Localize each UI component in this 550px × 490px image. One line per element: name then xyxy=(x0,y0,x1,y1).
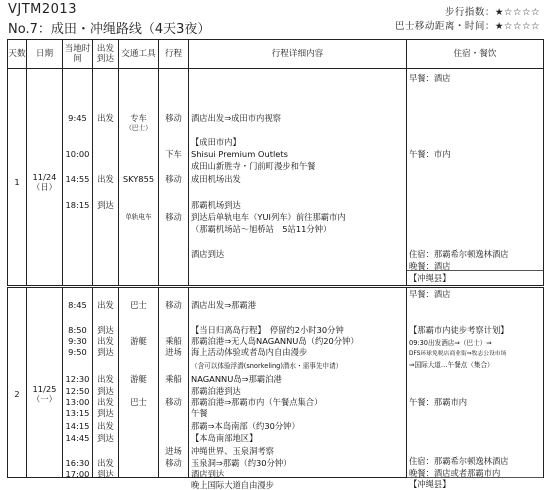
day-number: 2 xyxy=(14,389,20,399)
time: 8:45 xyxy=(68,300,87,310)
detail-line: 午餐 xyxy=(191,408,208,418)
itinerary-table xyxy=(7,39,544,490)
transport: 游艇 xyxy=(130,374,147,384)
transport-note: （巴士） xyxy=(125,124,152,132)
col-local-time: 当地时间 xyxy=(63,40,93,69)
col-itinerary: 行程 xyxy=(159,40,189,69)
detail-line: 那霸泊港到达 xyxy=(191,386,241,396)
date: 11/24 xyxy=(32,172,57,182)
time: 13:15 xyxy=(65,408,90,418)
depart-arrive: 出发 xyxy=(97,113,114,123)
meal-line: 午餐：市内 xyxy=(409,149,451,159)
plan-line: 09:30出发酒店⇒（巴士）⇒ xyxy=(409,339,492,347)
day1-itinerary-cell xyxy=(159,69,189,287)
time: 8:50 xyxy=(68,325,87,335)
header-code: VJTM2013 xyxy=(8,2,77,17)
time: 14:15 xyxy=(65,421,90,431)
day2-details-cell xyxy=(189,287,407,490)
plan-line: DFS环球免税店商业街⇒牧志公设市场 xyxy=(409,351,507,357)
hotel-line: 住宿：那霸希尔顿逸林酒店 xyxy=(409,456,509,466)
detail-line: 那霸泊港⇒那霸市内（午餐点集合） xyxy=(191,397,323,407)
detail-line: 酒店出发⇒那霸港 xyxy=(191,300,257,310)
depart-arrive: 到达 xyxy=(97,347,114,357)
plan-title: 【那霸市内徒步考察计划】 xyxy=(409,325,509,335)
table-header-row xyxy=(8,40,544,69)
time: 9:30 xyxy=(68,336,87,346)
day1-details-cell xyxy=(189,69,407,287)
day1-day-cell xyxy=(8,69,27,287)
itinerary-step: 下车 xyxy=(165,149,182,159)
col-date: 日期 xyxy=(27,40,63,69)
transport: 单轨电车 xyxy=(125,213,152,221)
meal-line: 早餐：酒店 xyxy=(409,73,451,83)
detail-line: 那霸⇒本岛南部（约30分钟） xyxy=(191,421,300,431)
detail-line: 成田机场出发 xyxy=(191,174,241,184)
day1-accommodation-cell xyxy=(407,69,544,287)
meal-line: 午餐：那霸市内 xyxy=(409,397,468,407)
col-day: 天数 xyxy=(8,40,27,69)
depart-arrive: 出发 xyxy=(97,374,114,384)
table-row-day1 xyxy=(8,69,544,287)
day1-time-cell xyxy=(63,69,93,287)
depart-arrive: 到达 xyxy=(97,469,114,479)
depart-arrive: 出发 xyxy=(97,174,114,184)
day2-accommodation-cell xyxy=(407,287,544,489)
depart-arrive: 到达 xyxy=(97,325,114,335)
day2-date-cell xyxy=(27,287,63,478)
itinerary-step: 移动 xyxy=(165,300,182,310)
detail-line: 酒店到达 xyxy=(191,249,225,259)
region-line: 【冲绳县】 xyxy=(409,273,451,283)
meal-line: 晚餐：酒店或者那霸市内 xyxy=(409,468,501,478)
detail-line: 酒店到达 xyxy=(191,469,225,479)
time: 9:45 xyxy=(68,113,87,123)
col-details: 行程详细内容 xyxy=(189,40,407,69)
date: 11/25 xyxy=(32,384,57,394)
walk-rating: 步行指数：★☆☆☆☆ xyxy=(444,7,540,18)
day2-itinerary-cell xyxy=(159,287,189,478)
itinerary-step: 移动 xyxy=(165,458,182,468)
detail-line: 【成田市内】 xyxy=(191,137,241,147)
time: 14:55 xyxy=(65,174,90,184)
itinerary-step: 乘船 xyxy=(165,374,182,384)
detail-line: 【本岛南部地区】 xyxy=(191,433,258,443)
header-route: No.7：成田・冲绳路线（4天3夜） xyxy=(8,22,211,37)
day2-depart-cell xyxy=(93,287,119,478)
table-row-day2 xyxy=(8,287,544,478)
detail-line: 那霸泊港⇒无人岛NAGANNU岛（约20分钟） xyxy=(191,336,359,346)
meal-line: 晚餐：酒店 xyxy=(409,261,451,271)
detail-line: 【当日归离岛行程】 停留约2小时30分钟 xyxy=(191,325,344,335)
itinerary-step: 移动 xyxy=(165,212,182,222)
detail-line: 晚上国际大道自由漫步 xyxy=(191,480,274,490)
weekday: （一） xyxy=(32,394,57,404)
transport: SKY855 xyxy=(122,174,155,184)
header-ratings xyxy=(395,6,540,34)
day2-transport-cell xyxy=(119,287,159,478)
time: 14:45 xyxy=(65,433,90,443)
depart-arrive: 出发 xyxy=(97,397,114,407)
detail-line: NAGANNU岛⇒那霸泊港 xyxy=(191,374,282,384)
detail-line: 成田山新胜寺・门前町漫步和午餐 xyxy=(191,161,316,171)
transport: 巴士 xyxy=(130,397,147,407)
col-depart-arrive: 出发到达 xyxy=(93,40,119,69)
bus-rating: 巴士移动距离・时间：★☆☆☆☆ xyxy=(394,21,540,32)
divider xyxy=(407,477,543,478)
day1-depart-cell xyxy=(93,69,119,287)
col-accommodation: 住宿・餐饮 xyxy=(407,40,544,69)
day2-day-cell xyxy=(8,287,27,478)
time: 16:30 xyxy=(65,458,90,468)
time: 10:00 xyxy=(65,149,90,159)
itinerary-step: 移动 xyxy=(165,174,182,184)
hotel-line: 住宿：那霸希尔顿逸林酒店 xyxy=(409,249,509,259)
detail-line: （含可以体验浮潜(snorkeling)潜水・需事先申请） xyxy=(191,362,343,370)
depart-arrive: 出发 xyxy=(97,336,114,346)
col-transport: 交通工具 xyxy=(119,40,159,69)
time: 17:00 xyxy=(65,469,90,479)
depart-arrive: 到达 xyxy=(97,433,114,443)
day1-date-cell xyxy=(27,69,63,287)
depart-arrive: 出发 xyxy=(97,300,114,310)
detail-line: 海上活动体验或者岛内自由漫步 xyxy=(191,347,308,357)
day1-transport-cell xyxy=(119,69,159,287)
itinerary-step: 乘船 xyxy=(165,336,182,346)
detail-line: 玉泉洞⇒那霸（约30分钟） xyxy=(191,458,292,468)
plan-line: ⇒国际大道…午餐点（集合） xyxy=(409,361,494,369)
time: 18:15 xyxy=(65,200,90,210)
divider xyxy=(407,270,543,271)
depart-arrive: 出发 xyxy=(97,458,114,468)
itinerary-step: 进场 xyxy=(165,446,182,456)
itinerary-step: 进场 xyxy=(165,347,182,357)
region-line: 【冲绳县】 xyxy=(409,479,451,489)
detail-line: （那霸机场站～旭桥站 5站11分钟） xyxy=(191,224,332,234)
detail-line: 到达后单轨电车（YUI列车）前往那霸市内 xyxy=(191,212,346,222)
itinerary-step: 移动 xyxy=(165,397,182,407)
time: 9:50 xyxy=(68,347,87,357)
time: 13:00 xyxy=(65,397,90,407)
detail-line: 酒店出发⇒成田市内视察 xyxy=(191,113,281,123)
detail-line: Shisui Premium Outlets xyxy=(191,149,288,159)
day2-time-cell xyxy=(63,287,93,478)
meal-line: 早餐：酒店 xyxy=(409,289,451,299)
detail-line: 那霸机场到达 xyxy=(191,200,241,210)
detail-line: 冲绳世界、玉泉洞考察 xyxy=(191,446,274,456)
weekday: （日） xyxy=(32,182,57,192)
depart-arrive: 到达 xyxy=(97,200,114,210)
time: 12:50 xyxy=(65,386,90,396)
time: 12:30 xyxy=(65,374,90,384)
day-number: 1 xyxy=(14,177,20,187)
depart-arrive: 到达 xyxy=(97,386,114,396)
transport: 专车 xyxy=(130,113,147,123)
transport: 游艇 xyxy=(130,336,147,346)
depart-arrive: 出发 xyxy=(97,421,114,431)
depart-arrive: 到达 xyxy=(97,408,114,418)
itinerary-step: 移动 xyxy=(165,113,182,123)
transport: 巴士 xyxy=(130,300,147,310)
